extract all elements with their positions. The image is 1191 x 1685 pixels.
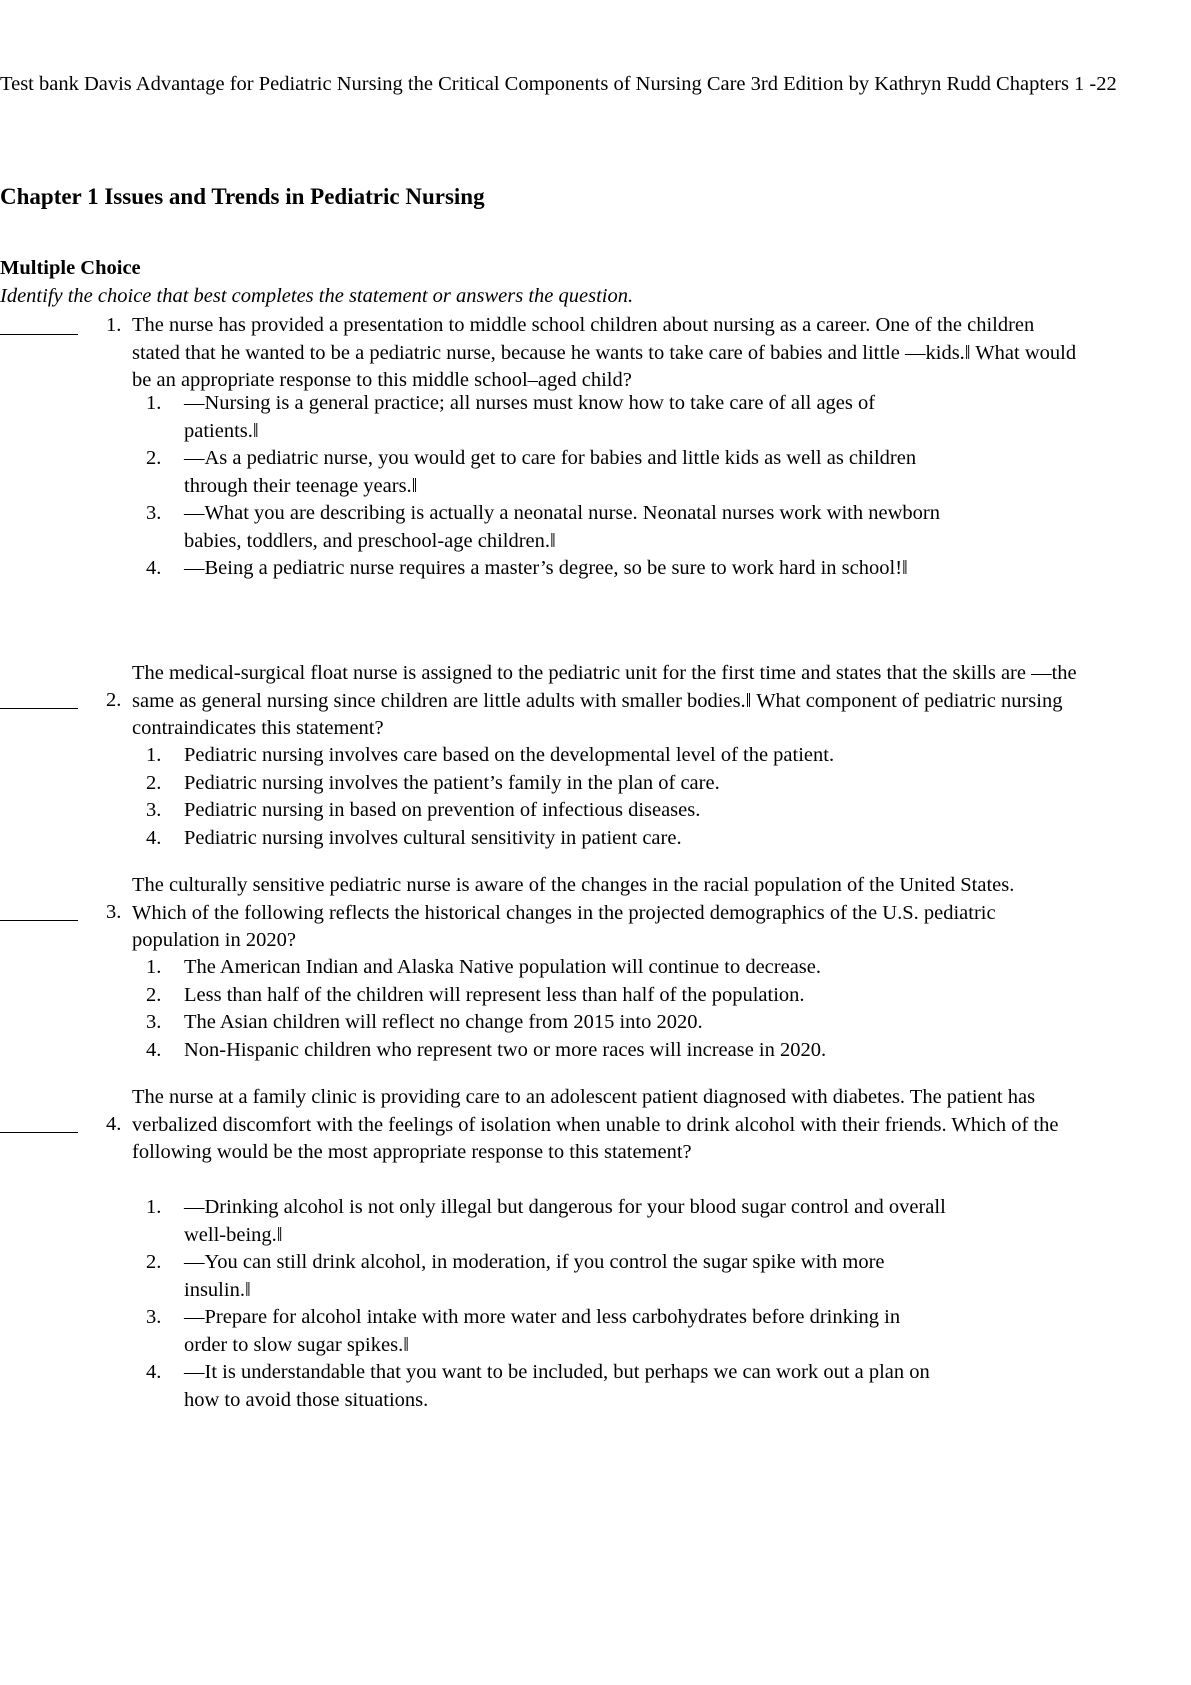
option-number: 1. — [146, 956, 162, 978]
answer-options — [132, 742, 1032, 852]
answer-option[interactable] — [132, 954, 1032, 982]
option-text: —Drinking alcohol is not only illegal but dangerous for your blood sugar control and overall well-being.‖ — [184, 1196, 946, 1246]
option-text: —Being a pediatric nurse requires a master’s degree, so be sure to work hard in school!‖ — [184, 557, 908, 579]
answer-option[interactable] — [132, 1037, 1032, 1065]
answer-option[interactable] — [132, 1194, 947, 1249]
answer-option[interactable] — [132, 797, 1032, 825]
option-text: —It is understandable that you want to be included, but perhaps we can work out a plan on how to avoid those situations. — [184, 1361, 930, 1411]
section-title: Multiple Choice — [0, 257, 141, 279]
instructions: Identify the choice that best completes the statement or answers the question. — [0, 285, 634, 307]
answer-options — [132, 954, 1032, 1064]
option-number: 1. — [146, 1196, 162, 1218]
answer-option[interactable] — [132, 825, 1032, 853]
option-number: 4. — [146, 557, 162, 579]
answer-option[interactable] — [132, 1304, 947, 1359]
option-number: 2. — [146, 771, 162, 794]
option-text: The Asian children will reflect no change from 2015 into 2020. — [184, 1011, 703, 1033]
option-text: —You can still drink alcohol, in moderation, if you control the sugar spike with more insulin.‖ — [184, 1251, 885, 1301]
question-number: 1. — [106, 314, 122, 336]
option-number: 4. — [146, 1038, 162, 1061]
option-number: 2. — [146, 447, 162, 469]
answer-option[interactable] — [132, 1359, 947, 1414]
answer-options — [132, 1194, 947, 1414]
option-number: 4. — [146, 1361, 162, 1383]
option-number: 3. — [146, 1306, 162, 1328]
option-text: —Nursing is a general practice; all nurses must know how to take care of all ages of patients.‖ — [184, 392, 876, 442]
answer-option[interactable] — [132, 742, 1032, 770]
option-number: 1. — [146, 744, 162, 766]
answer-option[interactable] — [132, 500, 942, 555]
option-number: 3. — [146, 502, 162, 524]
answer-option[interactable] — [132, 1009, 1032, 1037]
question-number: 4. — [106, 1113, 122, 1135]
answer-option[interactable] — [132, 770, 1032, 798]
option-number: 1. — [146, 392, 162, 414]
document-intro: Test bank Davis Advantage for Pediatric Nursing the Critical Components of Nursing Care 3rd Edition by Kathryn Rudd Chapters 1 -22 — [0, 73, 1117, 95]
answer-blank[interactable] — [0, 920, 78, 921]
answer-option[interactable] — [132, 390, 942, 445]
answer-option[interactable] — [132, 445, 942, 500]
option-text: Pediatric nursing in based on prevention of infectious diseases. — [184, 799, 701, 821]
option-number: 2. — [146, 1251, 162, 1273]
option-text: —Prepare for alcohol intake with more water and less carbohydrates before drinking in order to slow sugar spikes.‖ — [184, 1306, 901, 1356]
answer-blank[interactable] — [0, 708, 78, 709]
answer-option[interactable] — [132, 1249, 947, 1304]
chapter-title: Chapter 1 Issues and Trends in Pediatric Nursing — [0, 184, 485, 209]
option-number: 3. — [146, 799, 162, 821]
answer-blank[interactable] — [0, 334, 78, 335]
question-stem: The culturally sensitive pediatric nurse is aware of the changes in the racial population of the United States. Which of the following reflects the historical changes in the projected demographics of the U.S. pediatric population in 2020? — [132, 874, 1015, 951]
option-text: Non-Hispanic children who represent two or more races will increase in 2020. — [184, 1038, 827, 1061]
answer-option[interactable] — [132, 555, 942, 583]
option-text: —As a pediatric nurse, you would get to care for babies and little kids as well as children through their teenage years.‖ — [184, 447, 917, 497]
option-number: 4. — [146, 826, 162, 849]
option-number: 2. — [146, 983, 162, 1006]
option-text: The American Indian and Alaska Native population will continue to decrease. — [184, 956, 822, 978]
answer-options — [132, 390, 942, 583]
option-text: Pediatric nursing involves the patient’s family in the plan of care. — [184, 771, 720, 794]
option-text: —What you are describing is actually a neonatal nurse. Neonatal nurses work with newborn babies, toddlers, and preschool-age children.‖ — [184, 502, 940, 552]
question-number: 3. — [106, 901, 122, 923]
option-number: 3. — [146, 1011, 162, 1033]
question-stem: The nurse at a family clinic is providing care to an adolescent patient diagnosed with diabetes. The patient has verbalized discomfort with the feelings of isolation when unable to drink alcohol with their friends. Which of the following would be the most appropriate response to this statement? — [132, 1086, 1059, 1163]
answer-option[interactable] — [132, 982, 1032, 1010]
question-stem: The nurse has provided a presentation to middle school children about nursing as a career. One of the children stated that he wanted to be a pediatric nurse, because he wants to take care of babies and little —kids.‖ What would be an appropriate response to this middle school–aged child? — [132, 314, 1077, 391]
option-text: Pediatric nursing involves care based on the developmental level of the patient. — [184, 744, 835, 766]
option-text: Less than half of the children will represent less than half of the population. — [184, 983, 805, 1006]
option-text: Pediatric nursing involves cultural sensitivity in patient care. — [184, 826, 682, 849]
question-number: 2. — [106, 689, 122, 711]
answer-blank[interactable] — [0, 1132, 78, 1133]
question-stem: The medical-surgical float nurse is assigned to the pediatric unit for the first time and states that the skills are —the same as general nursing since children are little adults with smaller bodies.‖ What component of pediatric nursing contraindicates this statement? — [132, 662, 1077, 739]
